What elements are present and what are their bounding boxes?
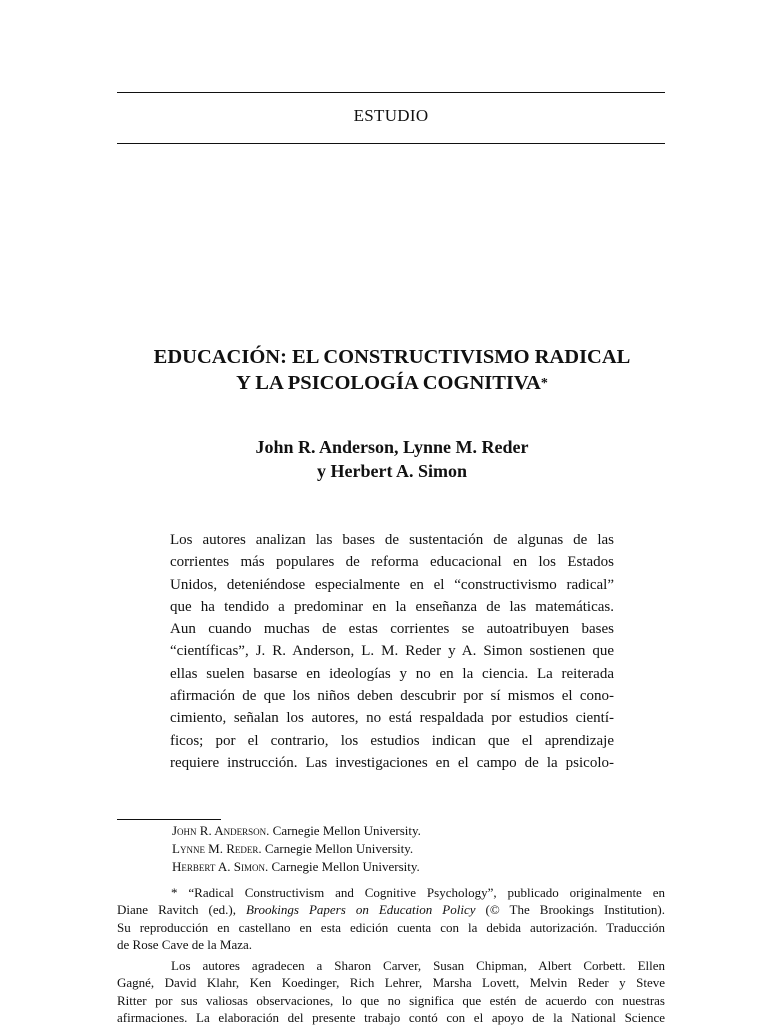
- footnote-text: Diane Ravitch (ed.),: [117, 902, 246, 918]
- footnote-line: [117, 901, 665, 918]
- abstract-line: “científicas”, J. R. Anderson, L. M. Reder y A. Simon sostienen que: [170, 643, 614, 660]
- footnote-line: Su reproducción en castellano en esta edición cuenta con la debida autorización. Traducción: [117, 919, 665, 935]
- header-top-rule: [117, 92, 665, 93]
- affiliation-name: John R. Anderson: [172, 823, 267, 838]
- footnotes: [117, 884, 665, 1030]
- footnote-line: de Rose Cave de la Maza.: [117, 936, 253, 952]
- title-line-2-text: Y LA PSICOLOGÍA COGNITIVA: [236, 372, 541, 394]
- footnote-acknowledgments: [117, 957, 665, 1026]
- abstract-line: Los autores analizan las bases de sustentación de algunas de las: [170, 532, 614, 548]
- affiliation-institution: Carnegie Mellon University.: [271, 859, 420, 874]
- authors-line-1: John R. Anderson, Lynne M. Reder: [255, 437, 529, 457]
- title-line-1: EDUCACIÓN: EL CONSTRUCTIVISMO RADICAL: [153, 346, 631, 368]
- footnote-line: Ritter por sus valiosas observaciones, lo que no significa que estén de acuerdo con nuestras: [117, 992, 665, 1008]
- abstract-line: que ha tendido a predominar en la enseñanza de las matemáticas.: [170, 598, 614, 615]
- publication-title: Brookings Papers on Education Policy: [245, 902, 476, 918]
- footnote-line: afirmaciones. La elaboración del presente trabajo contó con el apoyo de la National Science: [117, 1010, 665, 1026]
- abstract-line: Unidos, deteniéndose especialmente en el “constructivismo radical”: [170, 576, 614, 593]
- abstract-line: requiere instrucción. Las investigaciones en el campo de la psicolo-: [170, 754, 614, 771]
- footnote-line: Gagné, David Klahr, Ken Koedinger, Rich Lehrer, Marsha Lovett, Melvin Reder y Steve: [117, 975, 665, 991]
- affiliation-institution: Carnegie Mellon University.: [264, 841, 414, 856]
- affiliation-row: Lynne M. Reder. Carnegie Mellon University.: [172, 841, 414, 856]
- abstract: [170, 529, 614, 774]
- abstract-line: ellas suelen basarse en ideologías y no en la ciencia. La reiterada: [170, 665, 614, 682]
- affiliation-row: Herbert A. Simon. Carnegie Mellon University.: [172, 859, 420, 874]
- footnote-line: Los autores agradecen a Sharon Carver, Susan Chipman, Albert Corbett. Ellen: [171, 958, 665, 974]
- footnote-separator: [117, 819, 221, 820]
- section-label: ESTUDIO: [353, 106, 429, 125]
- footnote-text: (© The Brookings Institution).: [475, 902, 665, 918]
- author-affiliations: [172, 822, 652, 876]
- affiliation-row: John R. Anderson. Carnegie Mellon University.: [172, 823, 421, 838]
- footnote-line: * “Radical Constructivism and Cognitive Psychology”, publicado originalmente en: [171, 885, 665, 900]
- affiliation-name: Lynne M. Reder: [172, 841, 259, 856]
- affiliation-name: Herbert A. Simon: [172, 859, 265, 874]
- affiliation-institution: Carnegie Mellon University.: [272, 823, 421, 838]
- article-title: [100, 344, 684, 397]
- title-line-2: [100, 370, 684, 397]
- header-bottom-rule: [117, 143, 665, 144]
- abstract-line: afirmación de que los niños deben descubrir por sí mismos el cono-: [170, 688, 614, 705]
- abstract-line: Aun cuando muchas de estas corrientes se autoatribuyen bases: [170, 621, 614, 638]
- article-authors: [100, 435, 684, 483]
- abstract-line: corrientes más populares de reforma educacional en los Estados: [170, 554, 614, 571]
- abstract-line: cimiento, señalan los autores, no está respaldada por estudios cientí-: [170, 710, 614, 727]
- abstract-line: ficos; por el contrario, los estudios indican que el aprendizaje: [170, 732, 614, 749]
- title-footnote-mark: *: [540, 376, 548, 391]
- footnote-source: [117, 884, 665, 953]
- authors-line-2: y Herbert A. Simon: [317, 461, 467, 481]
